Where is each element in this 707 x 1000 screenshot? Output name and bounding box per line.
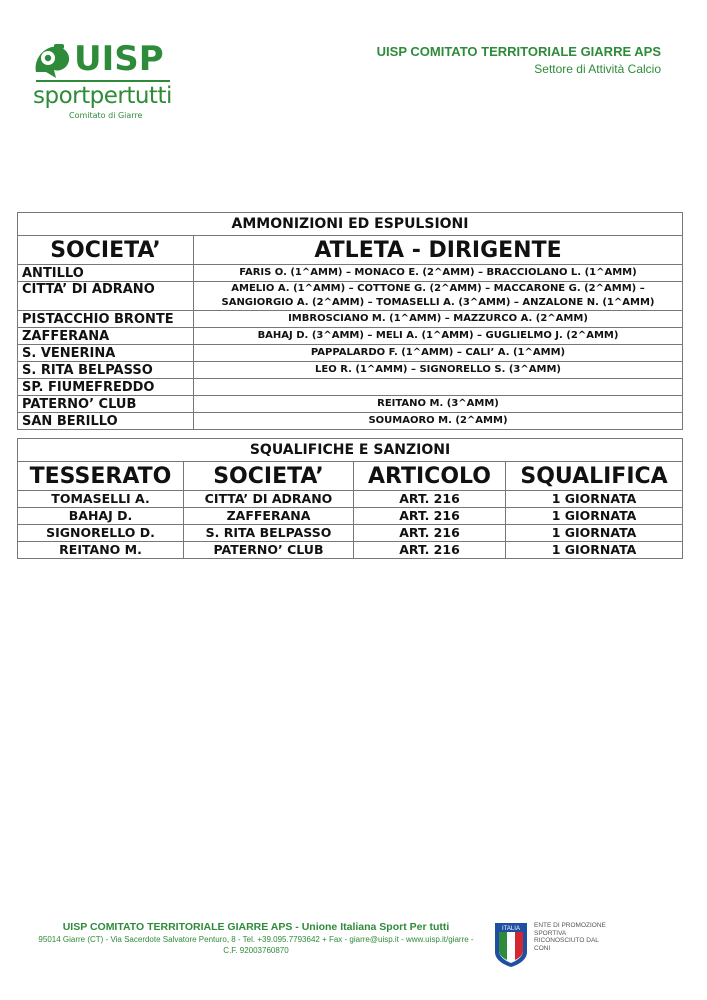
- team-events: IMBROSCIANO M. (1^AMM) – MAZZURCO A. (2^AMM): [194, 311, 683, 328]
- sanctions-table: [17, 438, 683, 559]
- warnings-table: [17, 212, 683, 430]
- table-row: [18, 508, 683, 525]
- team-name: PISTACCHIO BRONTE: [18, 311, 194, 328]
- document-header: [377, 44, 661, 78]
- article: ART. 216: [354, 525, 506, 542]
- member-team: S. RITA BELPASSO: [184, 525, 354, 542]
- header-subtitle: Settore di Attività Calcio: [534, 62, 661, 76]
- table-row: [18, 542, 683, 559]
- table-row: [18, 311, 683, 328]
- table-row: [18, 282, 683, 311]
- col-header-member: TESSERATO: [18, 462, 184, 491]
- suspension: 1 GIORNATA: [506, 491, 683, 508]
- team-events: LEO R. (1^AMM) – SIGNORELLO S. (3^AMM): [194, 362, 683, 379]
- coni-badge: [494, 922, 614, 972]
- header-title: UISP COMITATO TERRITORIALE GIARRE APS: [376, 44, 661, 59]
- col-header-team: SOCIETA’: [18, 236, 194, 265]
- section-title-row: [18, 439, 683, 462]
- member-name: BAHAJ D.: [18, 508, 184, 525]
- team-events: FARIS O. (1^AMM) – MONACO E. (2^AMM) – BRACCIOLANO L. (1^AMM): [194, 265, 683, 282]
- suspension: 1 GIORNATA: [506, 542, 683, 559]
- col-header-suspension: SQUALIFICA: [506, 462, 683, 491]
- warnings-header-row: [18, 236, 683, 265]
- member-team: CITTA’ DI ADRANO: [184, 491, 354, 508]
- member-name: SIGNORELLO D.: [18, 525, 184, 542]
- team-events: SOUMAORO M. (2^AMM): [194, 413, 683, 430]
- team-name: CITTA’ DI ADRANO: [18, 282, 194, 311]
- col-header-player: ATLETA - DIRIGENTE: [194, 236, 683, 265]
- table-row: [18, 491, 683, 508]
- table-row: [18, 396, 683, 413]
- table-row: [18, 345, 683, 362]
- logo-brand: UISP: [74, 39, 164, 79]
- footer-address: 95014 Giarre (CT) - Via Sacerdote Salvatore Penturo, 8 - Tel. +39.095.7793642 + Fax - giarre@uisp.it - www.uisp.it/giarre - C.F. 92003760870: [38, 935, 474, 955]
- shield-label: ITALIA: [502, 926, 520, 932]
- team-name: ANTILLO: [18, 265, 194, 282]
- table-row: [18, 362, 683, 379]
- team-events: AMELIO A. (1^AMM) – COTTONE G. (2^AMM) – MACCARONE G. (2^AMM) – SANGIORGIO A. (2^AMM) – TOMASELLI A. (3^AMM) – ANZALONE N. (1^AMM): [194, 282, 683, 311]
- suspension: 1 GIORNATA: [506, 525, 683, 542]
- team-name: PATERNO’ CLUB: [18, 396, 194, 413]
- article: ART. 216: [354, 542, 506, 559]
- logo-tagline: sportpertutti: [33, 83, 172, 109]
- footer-title: UISP COMITATO TERRITORIALE GIARRE APS - Unione Italiana Sport Per tutti: [62, 921, 450, 933]
- team-events: REITANO M. (3^AMM): [194, 396, 683, 413]
- team-events: [194, 379, 683, 396]
- col-header-team: SOCIETA’: [184, 462, 354, 491]
- sanctions-section-title: SQUALIFICHE E SANZIONI: [18, 439, 683, 462]
- table-row: [18, 265, 683, 282]
- team-name: S. RITA BELPASSO: [18, 362, 194, 379]
- col-header-article: ARTICOLO: [354, 462, 506, 491]
- member-team: PATERNO’ CLUB: [184, 542, 354, 559]
- uisp-mascot-icon: [32, 42, 72, 80]
- table-row: [18, 413, 683, 430]
- team-name: SP. FIUMEFREDDO: [18, 379, 194, 396]
- suspension: 1 GIORNATA: [506, 508, 683, 525]
- team-name: ZAFFERANA: [18, 328, 194, 345]
- coni-recognition-text: ENTE DI PROMOZIONE SPORTIVA RICONOSCIUTO DAL CONI: [534, 922, 606, 952]
- team-events: BAHAJ D. (3^AMM) – MELI A. (1^AMM) – GUGLIELMO J. (2^AMM): [194, 328, 683, 345]
- logo-subline: Comitato di Giarre: [69, 111, 143, 120]
- italia-shield-icon: [494, 922, 528, 968]
- article: ART. 216: [354, 491, 506, 508]
- team-events: PAPPALARDO F. (1^AMM) – CALI’ A. (1^AMM): [194, 345, 683, 362]
- member-team: ZAFFERANA: [184, 508, 354, 525]
- member-name: TOMASELLI A.: [18, 491, 184, 508]
- table-row: [18, 379, 683, 396]
- table-row: [18, 328, 683, 345]
- article: ART. 216: [354, 508, 506, 525]
- member-name: REITANO M.: [18, 542, 184, 559]
- uisp-logo: [32, 40, 182, 124]
- sanctions-header-row: [18, 462, 683, 491]
- warnings-section-title: AMMONIZIONI ED ESPULSIONI: [18, 213, 683, 236]
- table-row: [18, 525, 683, 542]
- document-footer: [38, 920, 474, 956]
- team-name: SAN BERILLO: [18, 413, 194, 430]
- section-title-row: [18, 213, 683, 236]
- team-name: S. VENERINA: [18, 345, 194, 362]
